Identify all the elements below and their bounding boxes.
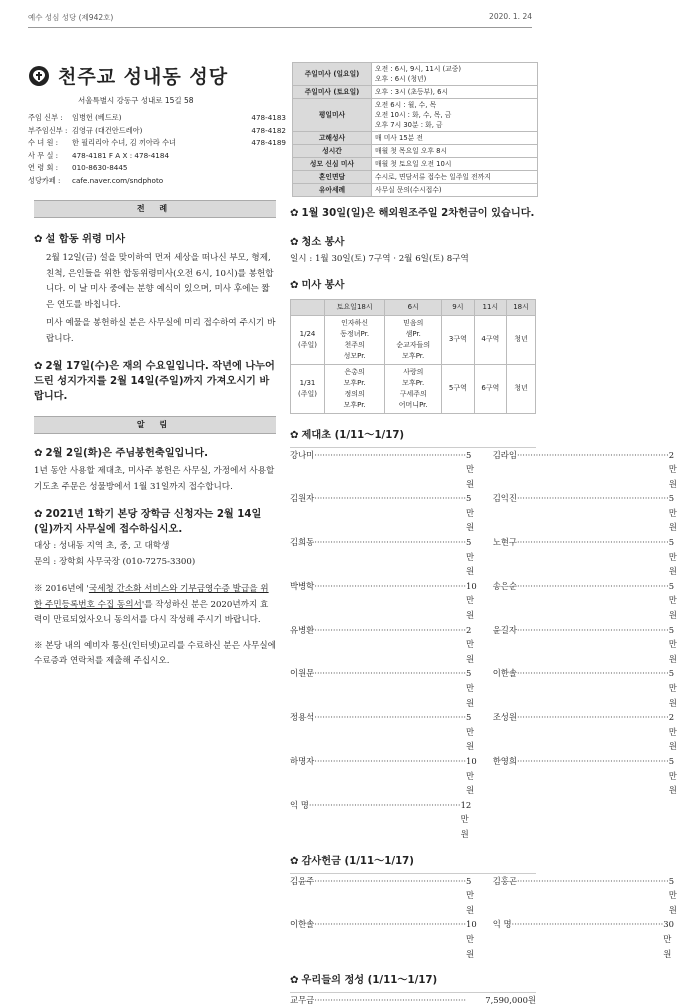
donor-name-text: 박병학 (290, 580, 315, 591)
donor-name-text: 이한솔 (290, 919, 315, 930)
donor-item (493, 448, 677, 492)
donor-amount: 5만원 (466, 712, 475, 752)
schedule-label: 고해성사 (293, 132, 372, 145)
donor-amount: 2만원 (466, 624, 475, 664)
schedule-label: 주일미사 (토요일) (293, 86, 372, 99)
contact-value: 478-4181 F A X : 478-4184 (72, 150, 170, 160)
memorial-mass-body: 2월 12일(금) 설을 맞이하여 먼저 세상을 떠나신 부모, 형제, 친척, 은인들을 위한 합동위령미사(오전 6시, 10시)를 봉헌합니다. 이 날 미사 중에는 분향 예식이 있으며, 미사 후에는 짧은 연도를 바칩니다. (46, 253, 274, 310)
flower-icon: ✿ (34, 234, 43, 245)
schedule-row (293, 99, 538, 132)
flower-icon: ✿ (290, 279, 299, 291)
mass-cell: 1/24 (주일) (291, 315, 325, 364)
memorial-mass-body2: 미사 예물을 봉헌하실 분은 사무실에 미리 접수하여 주시기 바랍니다. (46, 318, 276, 344)
donor-item (290, 917, 477, 961)
donor-name-text: 이한솔 (492, 668, 517, 679)
thanks-title: ✿ 감사헌금 (1/11～1/17) (290, 855, 414, 867)
schedule-label: 혼인면담 (293, 171, 372, 184)
donor-item (290, 579, 477, 623)
contact-row (28, 125, 286, 138)
donor-amount: 5만원 (466, 449, 475, 489)
donor-name (493, 535, 669, 579)
schedule-value: 오후 : 3시 (초등부), 6시 (372, 86, 538, 99)
schedule-row (293, 132, 538, 145)
donor-name-text: 하명자 (290, 755, 315, 766)
scholarship-target: 대상 : 성내동 지역 초, 중, 고 대학생 (34, 541, 170, 551)
donor-item (290, 666, 477, 710)
contact-label: 부주임신부 : (28, 125, 68, 135)
contact-value: 임병헌 (베드로) (72, 113, 122, 122)
schedule-label: 성모 신심 미사 (293, 158, 372, 171)
contact-row (28, 175, 286, 188)
donor-amount: 5만원 (466, 668, 475, 708)
schedule-label: 주일미사 (일요일) (293, 63, 372, 86)
schedule-row (293, 184, 538, 197)
donor-name (493, 917, 664, 961)
donor-item (290, 754, 477, 798)
right-column (290, 200, 677, 1008)
contact-phone: 478-4189 (251, 138, 286, 148)
mass-service-table (290, 299, 536, 414)
cleaning-title: ✿ 청소 봉사 (290, 237, 345, 248)
donor-name-text: 이원문 (290, 668, 315, 679)
candle-title: ✿ 제대초 (1/11～1/17) (290, 429, 405, 441)
scholarship-contact: 문의 : 장학회 사무국장 (010-7275-3300) (34, 556, 196, 567)
flower-icon: ✿ (290, 855, 299, 867)
schedule-value: 오전 6시 : 월, 수, 목 오전 10시 : 화, 수, 목, 금 오후 7시 30분 : 화, 금 (372, 99, 538, 132)
parish-title: 천주교 성내동 성당 (58, 66, 229, 88)
donor-item (493, 710, 677, 754)
donor-name (493, 579, 669, 623)
contact-label: 사 무 실 : (28, 150, 59, 160)
cleaning-body: 일시 : 1월 30일(토) 7구역 · 2월 6일(토) 8구역 (290, 254, 469, 264)
schedule-row (293, 171, 538, 184)
mass-cell: 청년 (507, 315, 536, 364)
contact-value: 김영규 (대건안드레아) (72, 125, 143, 135)
contact-row (28, 137, 286, 150)
donor-name (290, 623, 466, 667)
mass-header-cell: 9시 (442, 299, 474, 315)
donor-item (493, 666, 677, 710)
schedule-value: 오전 : 6시, 9시, 11시 (교중) 오후 : 6시 (청년) (372, 63, 538, 86)
mass-header-row (291, 299, 536, 315)
donor-name (290, 666, 466, 710)
mass-header-cell (291, 299, 325, 315)
donor-name (493, 710, 669, 754)
donor-amount: 7,590,000원 (485, 995, 536, 1006)
thanks-donor-list (290, 874, 677, 962)
donor-name-text: 교무금 (290, 995, 315, 1006)
contact-row (28, 162, 286, 175)
schedule-row (293, 63, 538, 86)
section-notice-header: 알 림 (34, 416, 276, 434)
offering-list (290, 993, 536, 1008)
donor-item (290, 874, 477, 918)
donor-item (493, 917, 677, 961)
overseas-aid-notice: ✿ 1월 30일(일)은 해외원조주일 2차헌금이 있습니다. (290, 208, 535, 219)
mass-cell: 믿음의 샘Pr. 순교자들의 모후Pr. (385, 315, 442, 364)
parish-address: 서울특별시 강동구 성내로 15길 58 (78, 96, 194, 105)
mass-cell: 1/31 (주일) (291, 364, 325, 413)
mass-header-cell: 토요일18시 (325, 299, 385, 315)
donor-amount: 5만원 (466, 875, 475, 915)
mass-header-cell: 6시 (385, 299, 442, 315)
flower-icon: ✿ (290, 429, 299, 441)
schedule-label: 성시간 (293, 145, 372, 158)
donor-item (290, 798, 477, 842)
contact-row (28, 112, 286, 125)
donor-amount: 30만원 (663, 919, 674, 959)
donor-item (493, 874, 677, 918)
contact-value: cafe.naver.com/sndphoto (72, 175, 164, 185)
schedule-row (293, 86, 538, 99)
donor-name (290, 917, 466, 961)
contact-phone (236, 150, 286, 163)
parish-logo-icon (28, 65, 50, 87)
donor-item (290, 535, 477, 579)
donor-name (493, 623, 669, 667)
catechism-notice: ※ 본당 내의 예비자 통신(인터넷)교리를 수료하신 분은 사무실에 수료증과 연락처를 제출해 주십시오. (34, 640, 276, 666)
donor-name (290, 874, 466, 918)
mass-row (291, 315, 536, 364)
donor-amount: 5만원 (668, 755, 677, 796)
scholarship-title: ✿ 2021년 1학기 본당 장학금 신청자는 2월 14일(일)까지 사무실에 접수하십시오. (34, 509, 262, 535)
donor-name-text: 노현구 (492, 537, 517, 548)
left-column (34, 200, 276, 670)
donor-amount: 12만원 (460, 799, 472, 839)
flower-icon: ✿ (290, 237, 299, 248)
donor-name-text: 윤길자 (492, 624, 517, 635)
issue-date: 2020. 1. 24 (489, 12, 532, 21)
donor-name (493, 874, 669, 918)
consent-form-notice: ※ 2016년에 '국세청 간소화 서비스와 기부금영수증 발급을 위한 주민등록번호 수집 동의서'를 작성하신 분은 2020년까지 효력이 만료되었사오니 동의서를 다시 작성해 주시기 바랍니다. (34, 584, 269, 625)
donor-amount: 5만원 (668, 624, 677, 664)
donor-amount: 5만원 (466, 493, 475, 533)
parish-header (28, 62, 286, 188)
donor-name-text: 김원자 (290, 493, 315, 504)
donor-name (290, 448, 466, 492)
donor-name-text: 정용석 (290, 712, 315, 723)
donor-name-text: 유병환 (290, 624, 315, 635)
donor-name (290, 710, 466, 754)
donor-name-text: 김익진 (492, 493, 517, 504)
mass-schedule-table (292, 62, 538, 197)
mass-cell: 은총의 모후Pr. 정의의 모후Pr. (325, 364, 385, 413)
donor-item (493, 535, 677, 579)
donor-amount: 10만원 (466, 755, 477, 796)
donor-amount: 10만원 (466, 919, 477, 959)
schedule-value: 매월 첫 토요일 오전 10시 (372, 158, 538, 171)
donor-item (493, 754, 677, 798)
mass-header-cell: 11시 (474, 299, 506, 315)
memorial-mass-title: ✿ 설 합동 위령 미사 (34, 234, 126, 245)
presentation-feast-title: ✿ 2월 2일(화)은 주님봉헌축일입니다. (34, 448, 208, 459)
donor-name-text: 한영희 (492, 755, 517, 766)
donor-item (290, 448, 477, 492)
donor-name-text: 김홍곤 (492, 875, 517, 886)
contact-phone (236, 162, 286, 175)
mass-cell: 6구역 (474, 364, 506, 413)
issue-line (28, 12, 532, 28)
donor-name-text: 김라임 (492, 449, 517, 460)
donor-name (493, 666, 669, 710)
contact-label: 성당카페 : (28, 175, 61, 185)
flower-icon: ✿ (34, 448, 43, 459)
section-liturgy-header: 전 례 (34, 200, 276, 218)
flower-icon: ✿ (34, 509, 43, 520)
donor-amount: 5만원 (668, 580, 677, 621)
donor-item (493, 623, 677, 667)
donor-name-text: 익 명 (492, 919, 512, 930)
schedule-value: 매 미사 15분 전 (372, 132, 538, 145)
contact-label: 연 령 회 : (28, 163, 59, 173)
donor-amount: 2만원 (668, 449, 677, 489)
donor-amount: 2만원 (668, 712, 677, 752)
schedule-label: 평일미사 (293, 99, 372, 132)
donor-item (290, 491, 477, 535)
contact-label: 수 녀 원 : (28, 138, 59, 148)
contact-row (28, 150, 286, 163)
donor-amount: 5만원 (668, 668, 677, 708)
contact-phone (236, 175, 286, 188)
donor-name-text: 강나미 (290, 449, 315, 460)
donor-name-text: 김희동 (290, 537, 315, 548)
candle-donor-list (290, 448, 677, 842)
contact-phone: 478-4182 (251, 125, 286, 135)
donor-item (290, 623, 477, 667)
contact-list (28, 112, 286, 188)
schedule-row (293, 158, 538, 171)
mass-cell: 사랑의 모후Pr. 구세주의 어머니Pr. (385, 364, 442, 413)
donor-amount: 10만원 (466, 580, 477, 621)
presentation-feast-body: 1년 동안 사용할 제대초, 미사주 봉헌은 사무실, 가정에서 사용할 기도초 주문은 성물방에서 1월 31일까지 접수합니다. (34, 466, 275, 492)
mass-cell: 인자하신 동정녀Pr. 천주의 성모Pr. (325, 315, 385, 364)
mass-cell: 4구역 (474, 315, 506, 364)
donor-name (290, 491, 466, 535)
ash-wednesday-notice: ✿ 2월 17일(수)은 재의 수요일입니다. 작년에 나누어 드린 성지가지를 2월 14일(주일)까지 가져오시기 바랍니다. (34, 361, 275, 402)
contact-label: 주임 신부 : (28, 113, 63, 122)
donor-name-text: 송은순 (492, 580, 517, 591)
donor-name (290, 535, 466, 579)
donor-amount: 5만원 (668, 875, 677, 915)
contact-value: 010-8630-8445 (72, 163, 128, 173)
offering-title: ✿ 우리들의 정성 (1/11～1/17) (290, 975, 438, 987)
donor-name (493, 491, 669, 535)
schedule-row (293, 145, 538, 158)
donor-item (493, 491, 677, 535)
donor-amount: 5만원 (668, 493, 677, 533)
donor-item (290, 710, 477, 754)
donor-amount: 5만원 (668, 537, 677, 577)
mass-service-title: ✿ 미사 봉사 (290, 279, 345, 291)
donor-name-text: 익 명 (290, 799, 309, 810)
donor-name-text: 김윤주 (290, 875, 315, 886)
donor-name (493, 448, 669, 492)
donor-name-text: 조성원 (492, 712, 517, 723)
flower-icon: ✿ (290, 208, 299, 219)
schedule-value: 사무실 문의(수시접수) (372, 184, 538, 197)
donor-name (290, 798, 461, 842)
mass-cell: 5구역 (442, 364, 474, 413)
donor-name (290, 579, 466, 623)
donor-amount: 5만원 (466, 537, 475, 577)
issue-number: 예수 성심 성당 (제942호) (28, 13, 114, 22)
mass-header-cell: 18시 (507, 299, 536, 315)
contact-value: 한 필리리아 수녀, 김 끼아라 수녀 (72, 138, 176, 148)
schedule-label: 유아세례 (293, 184, 372, 197)
mass-row (291, 364, 536, 413)
donor-name (290, 754, 466, 798)
mass-cell: 3구역 (442, 315, 474, 364)
schedule-value: 수시로, 면담서류 접수는 일주일 전까지 (372, 171, 538, 184)
donor-item (493, 579, 677, 623)
mass-cell: 청년 (507, 364, 536, 413)
donor-name (290, 993, 485, 1008)
flower-icon: ✿ (290, 975, 299, 987)
schedule-value: 매월 첫 목요일 오후 8시 (372, 145, 538, 158)
donor-name (493, 754, 669, 798)
donor-item (290, 993, 536, 1008)
contact-phone: 478-4183 (251, 113, 286, 122)
flower-icon: ✿ (34, 361, 43, 372)
